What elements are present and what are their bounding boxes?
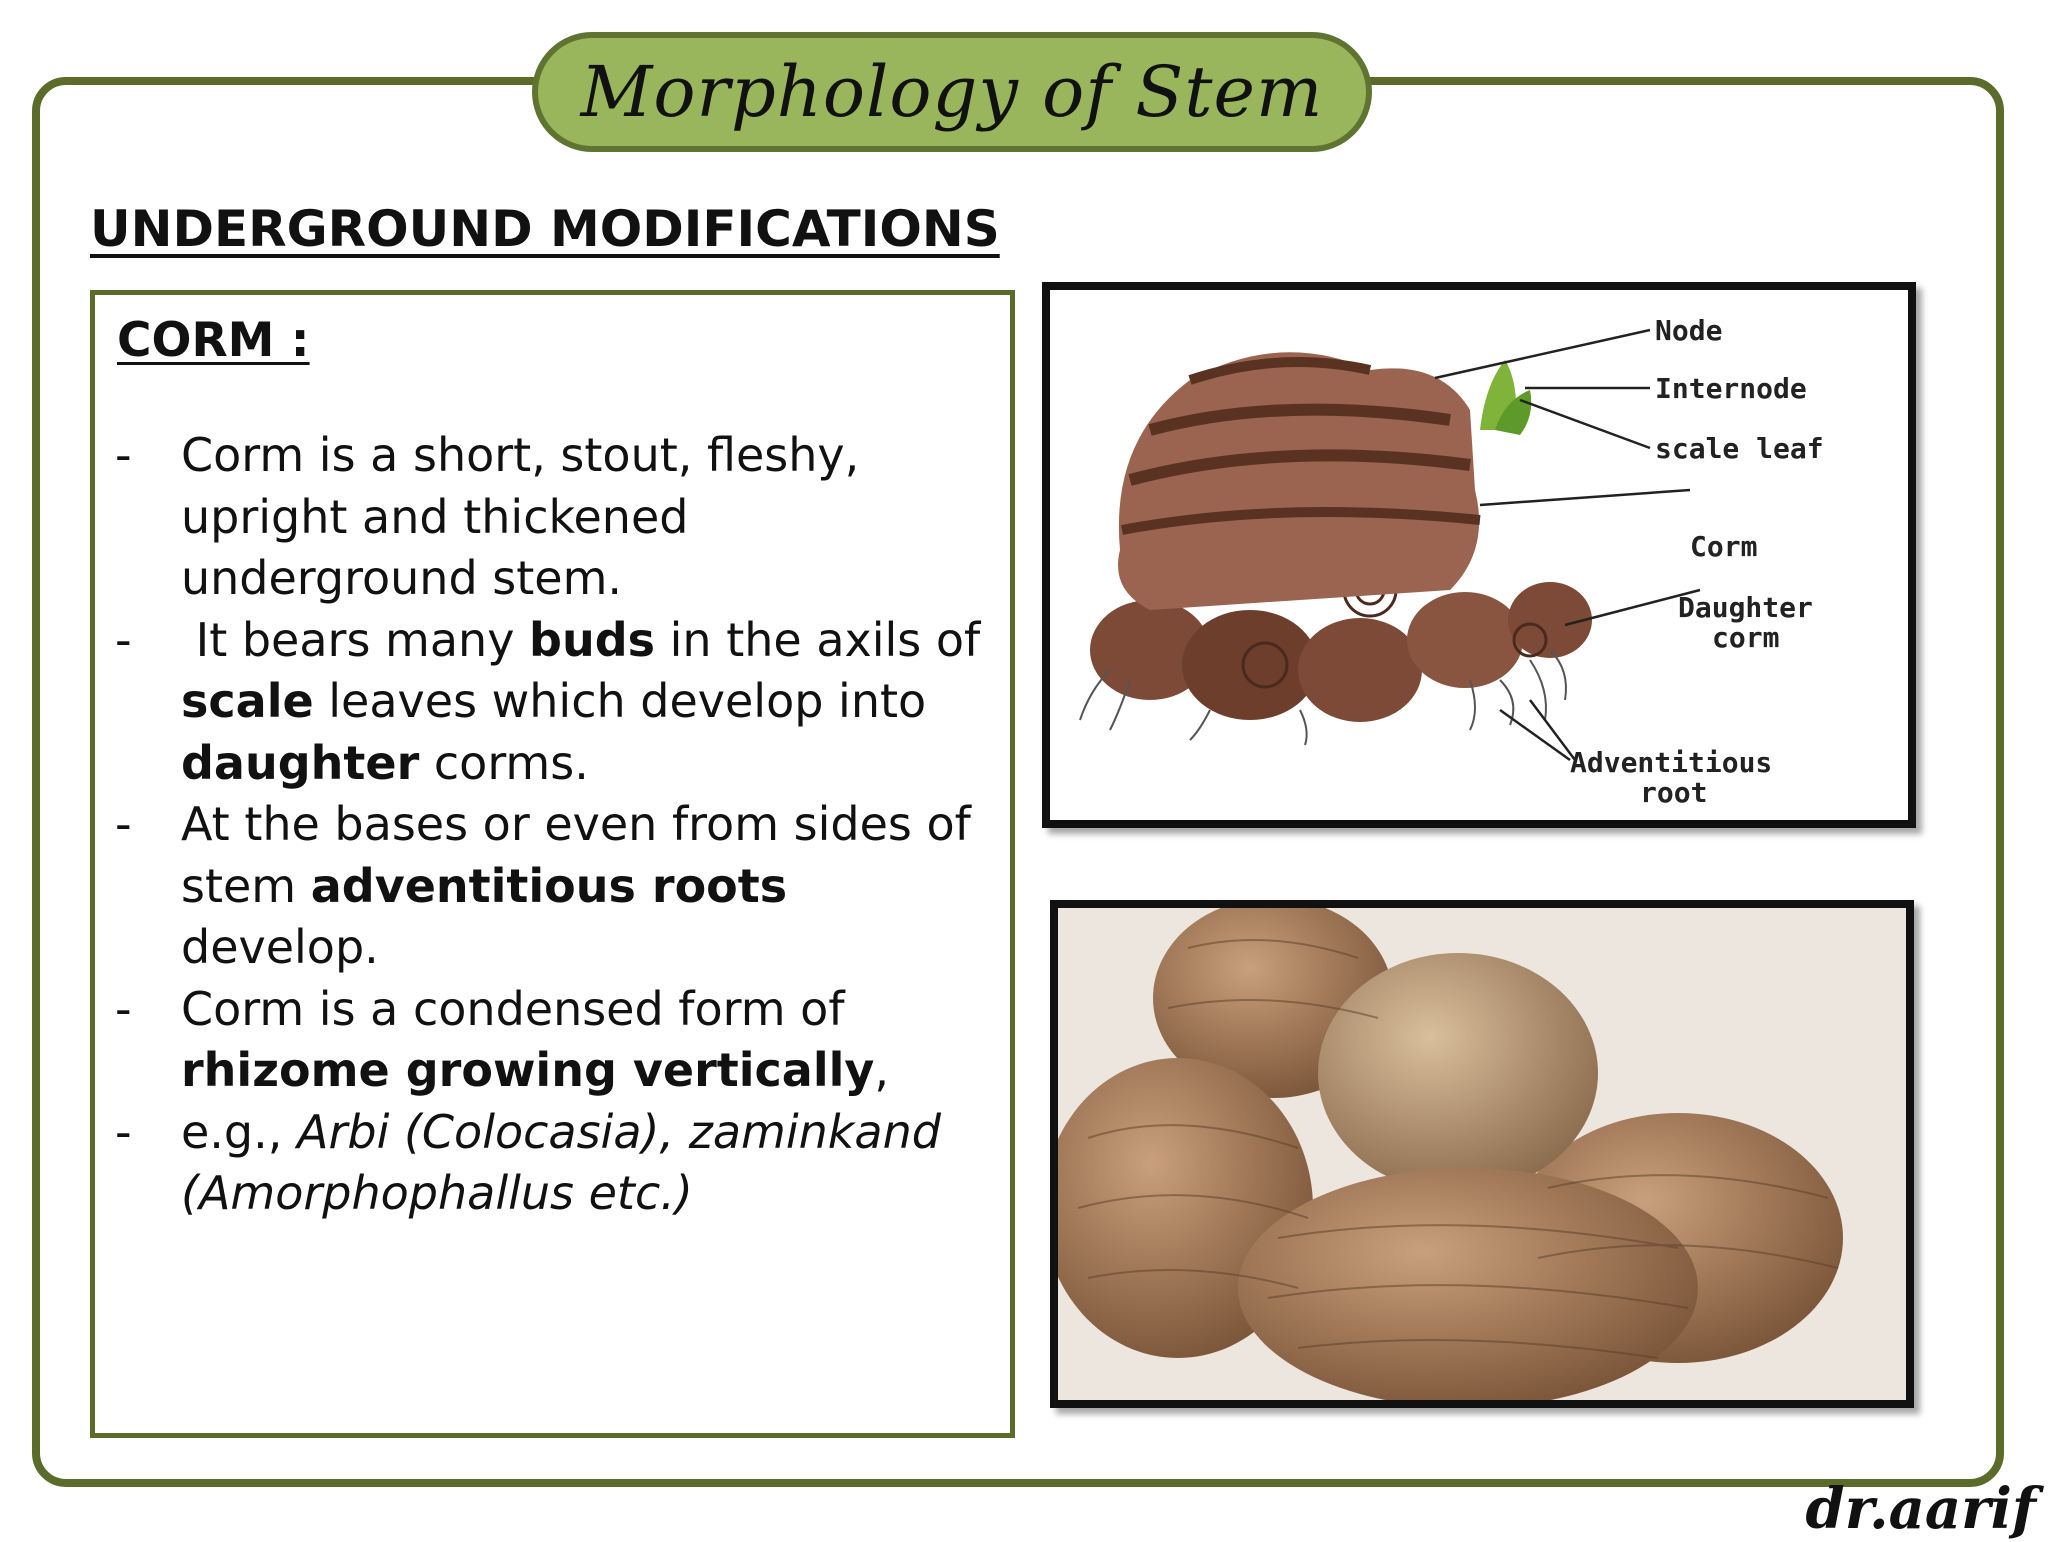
italic-example: Arbi (Colocasia), zaminkand (Amorphophallus etc.) xyxy=(181,1104,941,1220)
section-heading: UNDERGROUND MODIFICATIONS xyxy=(90,200,1000,258)
text-run: leaves which develop into xyxy=(313,674,941,728)
bold-term: rhizome growing vertically xyxy=(181,1043,875,1097)
bold-term: buds xyxy=(529,612,656,667)
text-run: Corm is a condensed form of xyxy=(181,981,860,1036)
slide-title: Morphology of Stem xyxy=(580,51,1324,133)
text-run: , xyxy=(874,1043,889,1097)
corm-photo xyxy=(1050,900,1914,1408)
bold-term: scale xyxy=(181,674,314,728)
label-node: Node xyxy=(1655,314,1723,347)
corm-text-box xyxy=(90,290,1015,1438)
corm-heading: CORM : xyxy=(117,313,310,368)
label-adventitious-line1: Adventitious xyxy=(1570,746,1773,779)
label-scale-leaf: scale leaf xyxy=(1655,432,1824,465)
bullet-item xyxy=(115,1102,995,1225)
signature: dr.aarif xyxy=(1805,1476,2036,1542)
bold-term: daughter xyxy=(181,735,420,790)
label-adventitious-line2: root xyxy=(1640,776,1708,809)
text-run: Corm is a short, stout, fleshy, upright and thickened underground stem. xyxy=(181,428,860,605)
bullet-text xyxy=(181,425,995,610)
title-banner xyxy=(532,32,1372,152)
bullet-dash: - xyxy=(115,1104,132,1159)
bullet-item xyxy=(115,610,995,795)
text-run: corms. xyxy=(419,735,589,790)
bold-term: adventitious roots xyxy=(310,858,788,913)
label-corm: Corm xyxy=(1690,530,1758,563)
text-run: develop. xyxy=(181,858,802,974)
text-run: It bears many xyxy=(181,612,530,667)
label-daughter-line2: corm xyxy=(1712,621,1780,654)
text-run: e.g., xyxy=(181,1104,297,1159)
bullet-item xyxy=(115,794,995,979)
colocasia-corms-photo xyxy=(1058,908,1906,1400)
bullet-dash: - xyxy=(115,981,132,1036)
text-run: At the bases or even from sides of stem xyxy=(181,797,986,913)
bullet-list xyxy=(115,425,995,1225)
bullet-text xyxy=(181,979,995,1102)
text-run: in the axils of xyxy=(655,612,995,667)
bullet-dash: - xyxy=(115,428,132,482)
bullet-item xyxy=(115,979,995,1102)
bullet-text xyxy=(181,794,995,979)
bullet-text xyxy=(181,1102,995,1225)
corm-diagram-illustration xyxy=(1050,290,1908,820)
main-corm-graphic xyxy=(1118,352,1531,610)
bullet-item xyxy=(115,425,995,610)
bullet-dash: - xyxy=(115,612,132,667)
bullet-dash: - xyxy=(115,797,132,851)
corm-diagram xyxy=(1042,282,1916,828)
label-internode: Internode xyxy=(1655,372,1807,405)
label-daughter-line1: Daughter xyxy=(1678,591,1813,624)
bullet-text xyxy=(181,610,995,795)
